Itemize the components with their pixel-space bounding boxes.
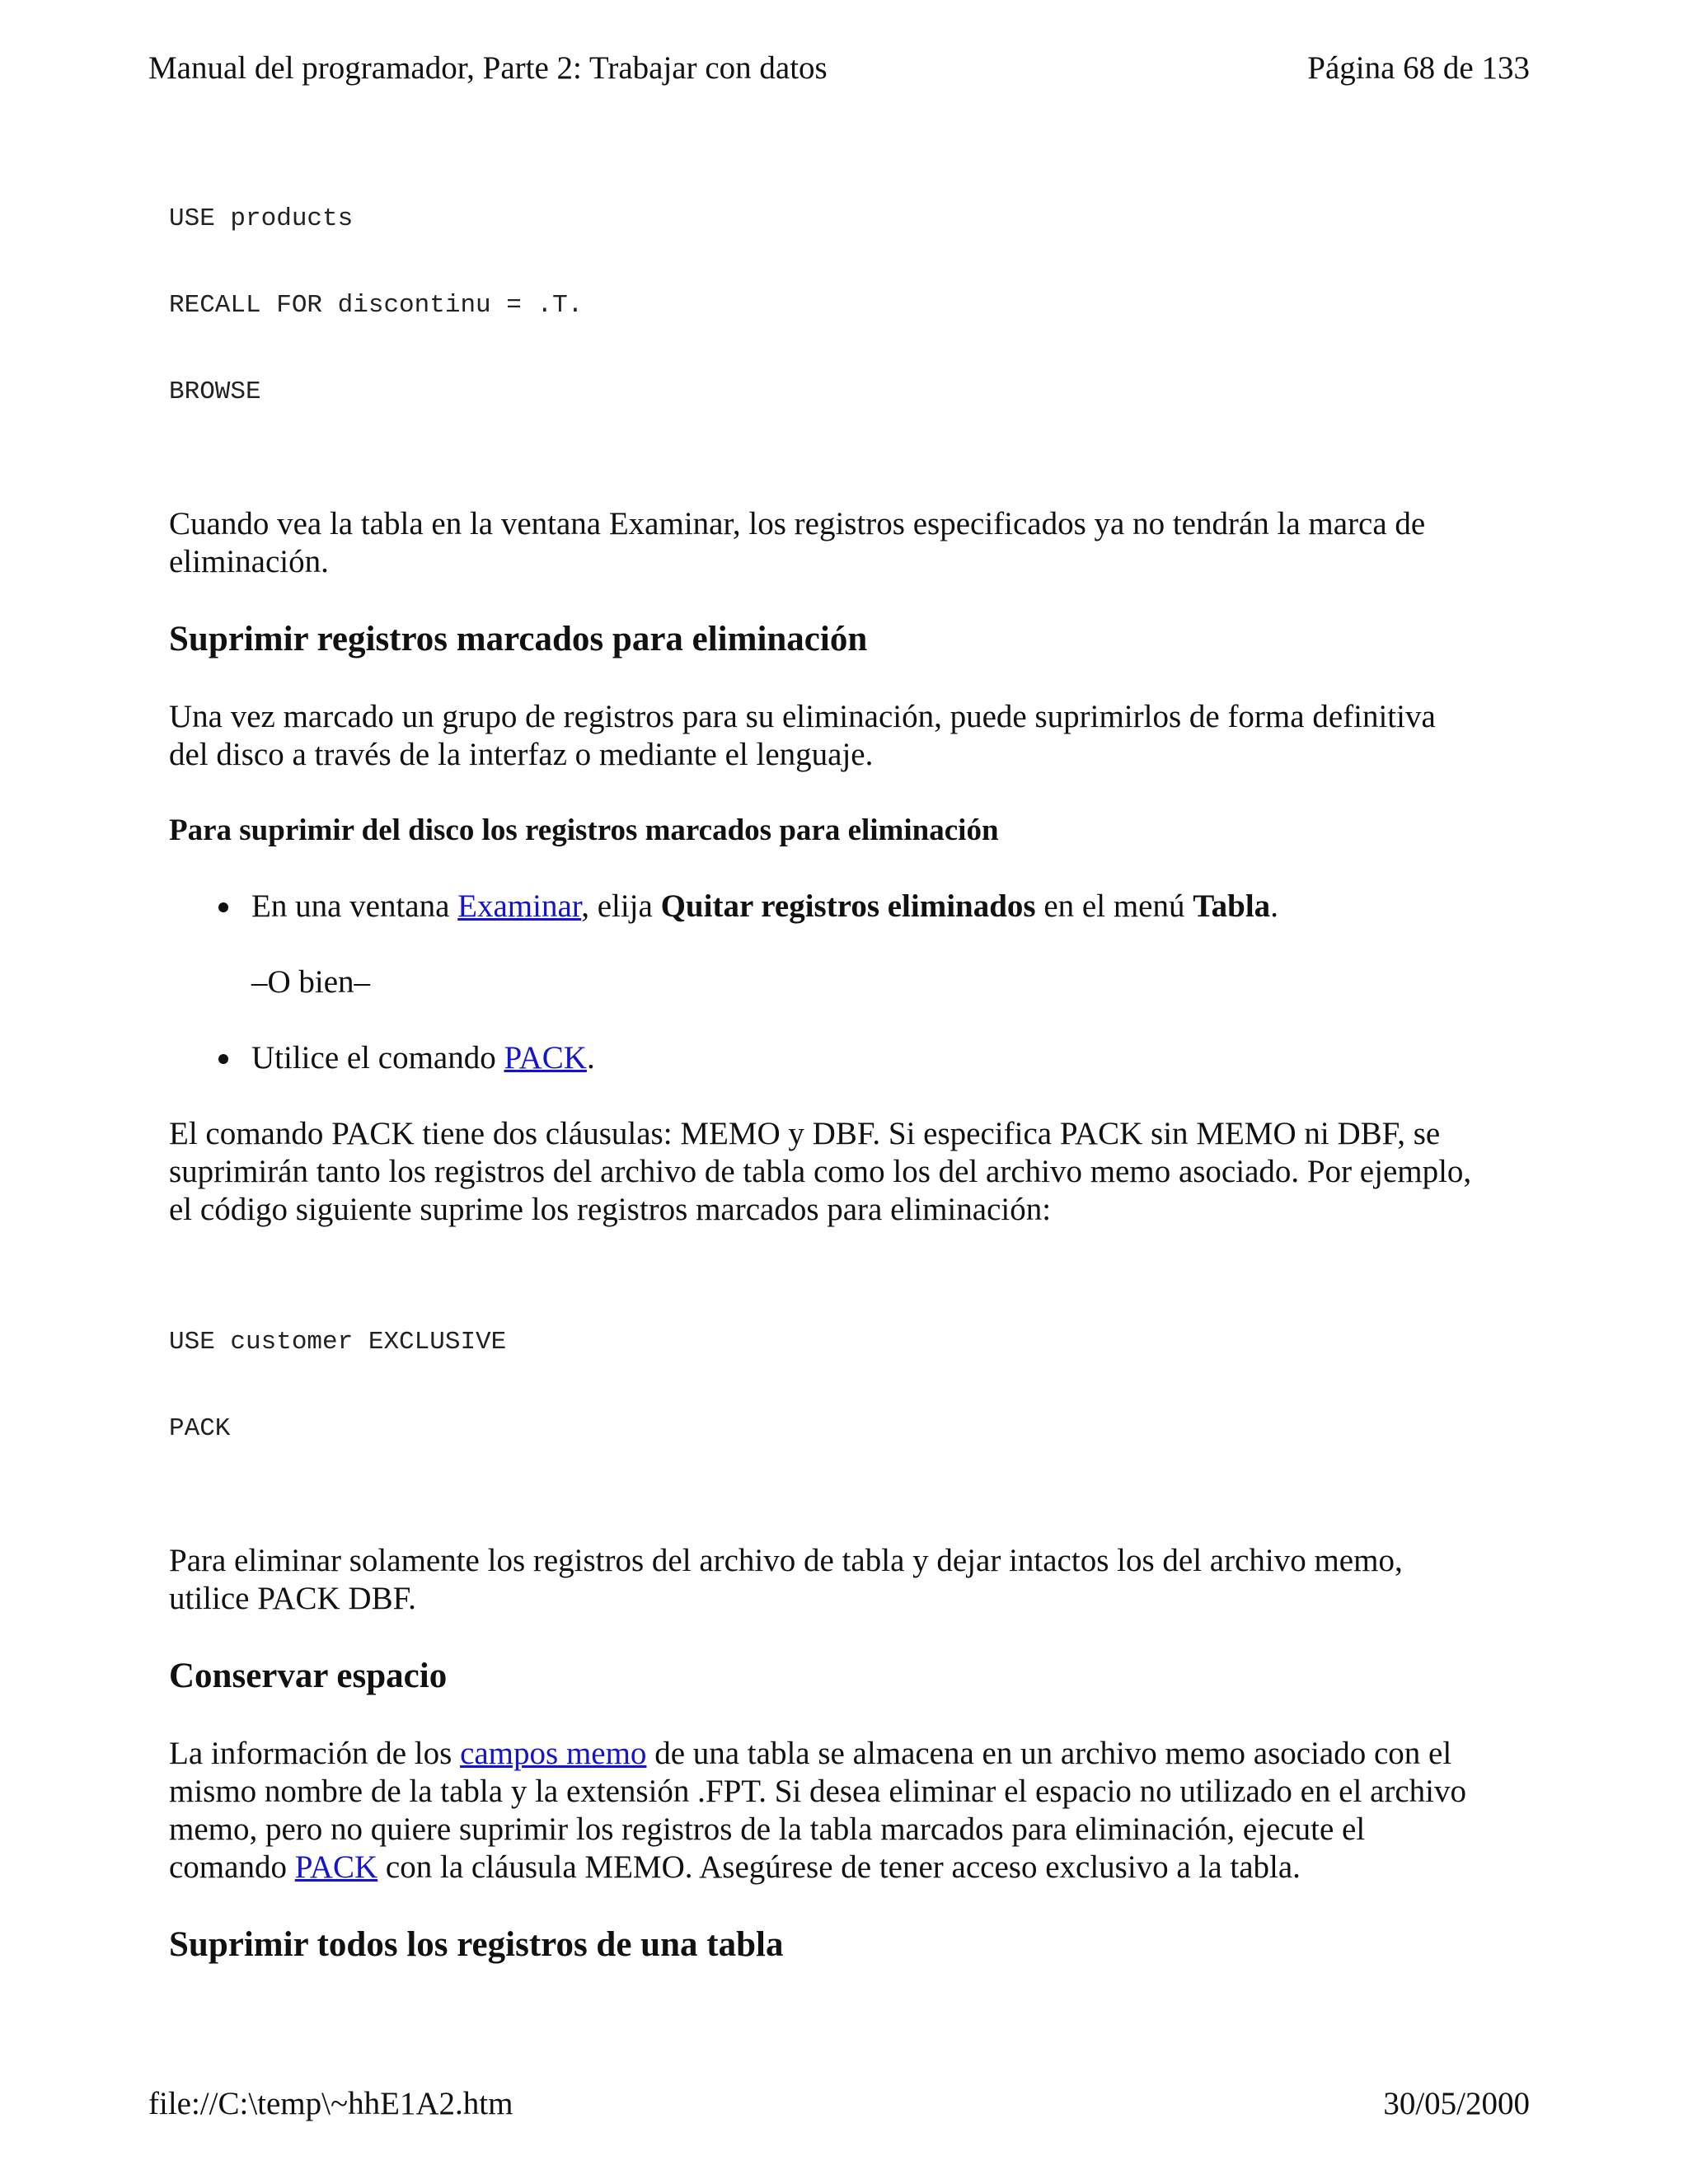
code-line: RECALL FOR discontinu = .T. [169, 291, 584, 320]
link-examinar[interactable]: Examinar [457, 888, 582, 924]
code-line: PACK [169, 1414, 231, 1443]
section-heading-conservar: Conservar espacio [169, 1657, 448, 1695]
paragraph-pack-clausulas: El comando PACK tiene dos cláusulas: MEMO y DBF. Si especifica PACK sin MEMO ni DBF, se suprimirán tanto los registros del archivo de tabla como los del archivo memo asociado. Por ejemplo, el código siguiente suprime los registros marcados para eliminación: [169, 1116, 1472, 1227]
list-item: Utilice el comando PACK. [169, 1039, 1537, 1077]
header-page-number: Página 68 de 133 [1307, 50, 1530, 86]
code-block-pack [169, 1270, 1537, 1501]
bullet-icon [218, 902, 228, 912]
header-title: Manual del programador, Parte 2: Trabajar con datos [148, 50, 828, 86]
bullet-icon [218, 1054, 228, 1064]
code-line: USE products [169, 204, 354, 233]
paragraph-campos-memo: La información de los campos memo de una tabla se almacena en un archivo memo asociado con el mismo nombre de la tabla y la extensión .FPT. Si desea eliminar el espacio no utilizado en el archivo memo, pero no quiere suprimir los registros de la tabla marcados para eliminación, ejecute el comando PACK con la cláusula MEMO. Asegúrese de tener acceso exclusivo a la tabla. [169, 1736, 1467, 1885]
footer-file-path: file://C:\temp\~hhE1A2.htm [148, 2086, 513, 2121]
paragraph-examinar: Cuando vea la tabla en la ventana Examinar, los registros especificados ya no tendrán la marca de eliminación. [169, 506, 1426, 579]
link-campos-memo[interactable]: campos memo [460, 1736, 647, 1771]
footer-date: 30/05/2000 [1383, 2086, 1530, 2121]
paragraph-pack-dbf: Para eliminar solamente los registros del archivo de tabla y dejar intactos los del archivo memo, utilice PACK DBF. [169, 1543, 1403, 1616]
section-heading-suprimir-marcados: Suprimir registros marcados para eliminación [169, 620, 868, 658]
link-pack-memo[interactable]: PACK [294, 1849, 378, 1885]
link-pack[interactable]: PACK [504, 1040, 587, 1076]
section-heading-suprimir-todos: Suprimir todos los registros de una tabla [169, 1925, 784, 1964]
code-block-recall [169, 147, 1537, 464]
list-item: En una ventana Examinar, elija Quitar registros eliminados en el menú Tabla. [169, 888, 1537, 926]
paragraph-marcado: Una vez marcado un grupo de registros para su eliminación, puede suprimirlos de forma definitiva del disco a través de la interfaz o mediante el lenguaje. [169, 699, 1436, 772]
procedure-heading: Para suprimir del disco los registros marcados para eliminación [169, 813, 999, 847]
document-body [169, 147, 1537, 1974]
code-line: BROWSE [169, 377, 261, 406]
or-separator: –O bien– [251, 964, 371, 1000]
code-line: USE customer EXCLUSIVE [169, 1328, 507, 1357]
